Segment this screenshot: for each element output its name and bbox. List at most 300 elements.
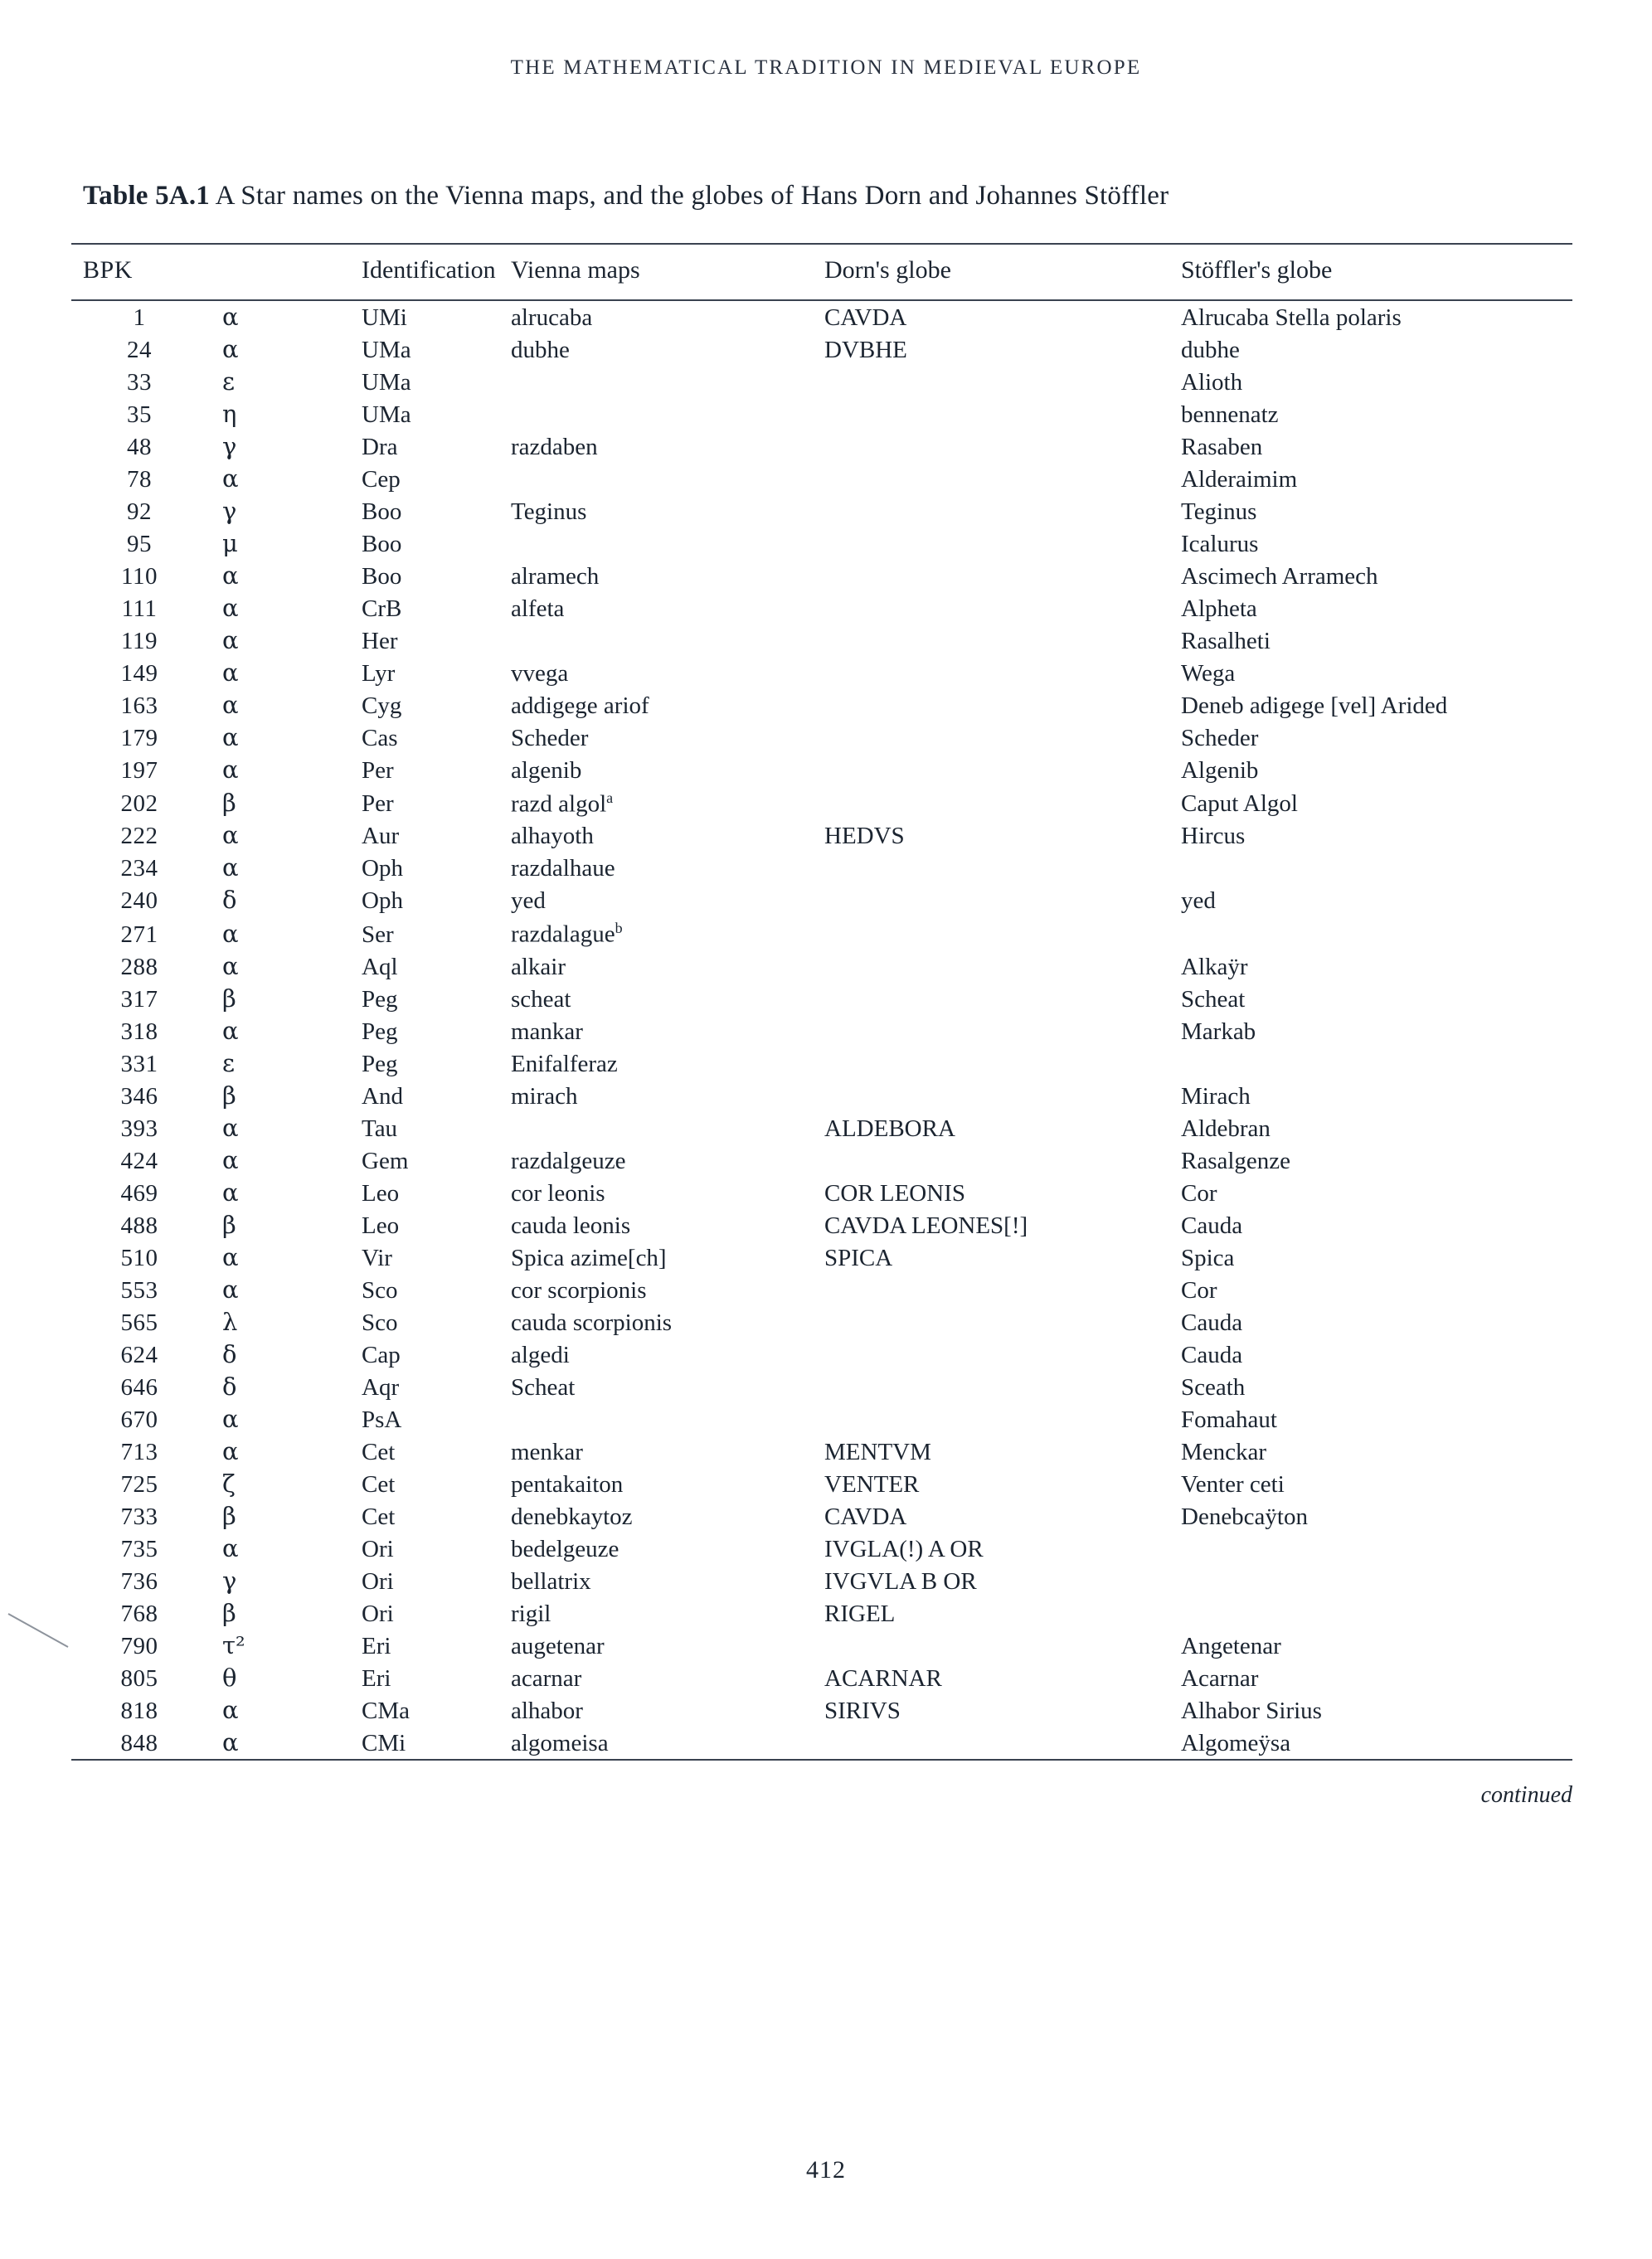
cell-greek-letter: α (222, 1275, 239, 1304)
cell-vienna-map-name: alrucaba (511, 304, 593, 331)
cell-greek-letter: α (222, 302, 239, 331)
cell-bpk: 725 (120, 1470, 158, 1498)
column-header-bpk: BPK (71, 244, 222, 300)
table-row (71, 917, 1572, 951)
table-row (71, 592, 1572, 624)
table-row (71, 1500, 1572, 1533)
cell-vienna-map-name: razdalgeuze (511, 1147, 626, 1174)
cell-bpk: 670 (120, 1406, 158, 1433)
cell-greek-letter: α (222, 690, 239, 719)
cell-identification: Sco (362, 1309, 398, 1336)
cell-identification: Boo (362, 498, 402, 525)
cell-stoffler-globe-name: Alrucaba Stella polaris (1181, 304, 1402, 331)
cell-stoffler-globe-name: Teginus (1181, 498, 1257, 525)
cell-stoffler-globe-name: Algomeÿsa (1181, 1729, 1291, 1756)
cell-vienna-map-name (511, 366, 824, 398)
cell-stoffler-globe-name (1181, 1047, 1572, 1080)
cell-identification: Leo (362, 1179, 400, 1207)
cell-identification: Ori (362, 1535, 394, 1562)
column-header-vienna-maps: Vienna maps (511, 244, 824, 300)
cell-identification: Eri (362, 1632, 391, 1659)
table-row (71, 657, 1572, 689)
cell-dorn-globe-name (824, 430, 1181, 463)
cell-greek-letter: λ (222, 1307, 238, 1336)
cell-vienna-map-name: razdalague$^b$ (511, 920, 623, 948)
table-row (71, 366, 1572, 398)
cell-stoffler-globe-name: Acarnar (1181, 1664, 1259, 1692)
cell-dorn-globe-name (824, 495, 1181, 527)
cell-identification: Oph (362, 887, 403, 915)
cell-greek-letter: α (222, 1727, 239, 1756)
cell-identification: Oph (362, 855, 403, 882)
table-row (71, 1694, 1572, 1727)
cell-vienna-map-name: alhayoth (511, 823, 594, 850)
cell-stoffler-globe-name (1181, 917, 1572, 951)
cell-dorn-globe-name: SPICA (824, 1244, 893, 1271)
cell-stoffler-globe-name: Deneb adigege [vel] Arided (1181, 692, 1448, 719)
cell-vienna-map-name: cauda scorpionis (511, 1309, 673, 1336)
cell-identification: Per (362, 756, 394, 784)
cell-vienna-map-name: rigil (511, 1600, 551, 1627)
cell-greek-letter: α (222, 1533, 239, 1562)
cell-bpk: 713 (120, 1438, 158, 1465)
cell-identification: Cap (362, 1341, 401, 1368)
cell-dorn-globe-name (824, 1306, 1181, 1338)
cell-dorn-globe-name (824, 366, 1181, 398)
table-row (71, 463, 1572, 495)
cell-bpk: 733 (120, 1503, 158, 1530)
table-row (71, 1597, 1572, 1630)
cell-greek-letter: α (222, 722, 239, 751)
cell-dorn-globe-name: CAVDA (824, 1503, 907, 1530)
cell-identification: Boo (362, 530, 402, 557)
table-row (71, 1468, 1572, 1500)
cell-dorn-globe-name (824, 560, 1181, 592)
cell-vienna-map-name: algenib (511, 756, 582, 784)
cell-vienna-map-name: yed (511, 887, 546, 915)
cell-stoffler-globe-name (1181, 853, 1572, 885)
cell-greek-letter: α (222, 919, 239, 948)
cell-identification: Her (362, 627, 398, 654)
cell-bpk: 119 (121, 627, 158, 654)
table-row (71, 1177, 1572, 1209)
table-row (71, 820, 1572, 853)
cell-identification: Cet (362, 1503, 396, 1530)
table-body (71, 300, 1572, 1759)
table-row (71, 1533, 1572, 1565)
cell-dorn-globe-name (824, 853, 1181, 885)
table-caption (83, 181, 1572, 211)
cell-dorn-globe-name (824, 1144, 1181, 1177)
table-row (71, 1209, 1572, 1241)
cell-bpk: 736 (120, 1567, 158, 1595)
cell-greek-letter: γ (222, 496, 237, 525)
table-row (71, 1727, 1572, 1759)
cell-identification: Ser (362, 921, 394, 948)
cell-vienna-map-name (511, 624, 824, 657)
cell-greek-letter: α (222, 1145, 239, 1174)
cell-greek-letter: δ (222, 1372, 237, 1401)
table-row (71, 689, 1572, 721)
cell-bpk: 1 (133, 304, 146, 331)
cell-vienna-map-name: razdalhaue (511, 855, 615, 882)
cell-dorn-globe-name (824, 592, 1181, 624)
cell-vienna-map-name: algomeisa (511, 1729, 609, 1756)
cell-vienna-map-name: cor scorpionis (511, 1276, 647, 1304)
cell-identification: Aqr (362, 1373, 400, 1401)
cell-vienna-map-name (511, 527, 824, 560)
cell-dorn-globe-name (824, 1727, 1181, 1759)
table-row (71, 721, 1572, 754)
cell-greek-letter: α (222, 1695, 239, 1724)
cell-stoffler-globe-name: Fomahaut (1181, 1406, 1277, 1433)
cell-identification: Lyr (362, 659, 396, 687)
cell-identification: Aql (362, 953, 398, 980)
cell-identification: Sco (362, 1276, 398, 1304)
cell-bpk: 469 (120, 1179, 158, 1207)
table-head (71, 244, 1572, 300)
cell-greek-letter: α (222, 334, 239, 363)
table-caption-text: A Star names on the Vienna maps, and the globes of Hans Dorn and Johannes Stöffler (215, 181, 1169, 211)
cell-greek-letter: β (222, 1081, 236, 1110)
cell-dorn-globe-name: COR LEONIS (824, 1179, 965, 1207)
table-row (71, 1565, 1572, 1597)
cell-bpk: 240 (120, 887, 158, 915)
cell-stoffler-globe-name: Ascimech Arramech (1181, 562, 1378, 590)
cell-dorn-globe-name: MENTVM (824, 1438, 931, 1465)
table-row (71, 786, 1572, 820)
cell-greek-letter: δ (222, 1339, 237, 1368)
cell-bpk: 234 (120, 855, 158, 882)
cell-greek-letter: μ (222, 528, 238, 557)
cell-identification: Boo (362, 562, 402, 590)
cell-greek-letter: δ (222, 886, 237, 915)
cell-greek-letter: η (222, 399, 237, 428)
cell-greek-letter: α (222, 464, 239, 493)
cell-dorn-globe-name (824, 1047, 1181, 1080)
cell-vienna-map-name: Enifalferaz (511, 1050, 618, 1077)
cell-stoffler-globe-name: Angetenar (1181, 1632, 1281, 1659)
cell-identification: Cep (362, 465, 401, 493)
cell-vienna-map-name: mirach (511, 1082, 578, 1110)
cell-greek-letter: τ² (222, 1630, 245, 1659)
table-row (71, 1338, 1572, 1371)
cell-bpk: 393 (120, 1115, 158, 1142)
cell-identification: UMa (362, 336, 411, 363)
table-row (71, 1662, 1572, 1694)
cell-bpk: 222 (120, 823, 158, 850)
cell-dorn-globe-name (824, 1630, 1181, 1662)
cell-greek-letter: β (222, 1210, 236, 1239)
cell-vienna-map-name: razd algol$^a$ (511, 789, 614, 818)
cell-greek-letter: α (222, 593, 239, 622)
cell-identification: Eri (362, 1664, 391, 1692)
cell-dorn-globe-name (824, 624, 1181, 657)
cell-dorn-globe-name (824, 1403, 1181, 1436)
table-header-row (71, 244, 1572, 300)
column-header-identification: Identification (362, 244, 511, 300)
cell-bpk: 179 (120, 724, 158, 751)
cell-stoffler-globe-name: Cauda (1181, 1309, 1243, 1336)
cell-vienna-map-name: acarnar (511, 1664, 582, 1692)
cell-identification: Cet (362, 1438, 396, 1465)
cell-dorn-globe-name: CAVDA (824, 304, 907, 331)
cell-dorn-globe-name (824, 689, 1181, 721)
cell-identification: Cyg (362, 692, 402, 719)
cell-stoffler-globe-name: Aldebran (1181, 1115, 1271, 1142)
continued-note: continued (1480, 1782, 1572, 1809)
cell-bpk: 735 (120, 1535, 158, 1562)
table-row (71, 1144, 1572, 1177)
cell-vienna-map-name: razdaben (511, 433, 598, 460)
cell-stoffler-globe-name: Spica (1181, 1244, 1235, 1271)
cell-stoffler-globe-name (1181, 1597, 1572, 1630)
cell-stoffler-globe-name: Sceath (1181, 1373, 1246, 1401)
cell-identification: Dra (362, 433, 398, 460)
cell-greek-letter: β (222, 1501, 236, 1530)
cell-dorn-globe-name: ACARNAR (824, 1664, 942, 1692)
table-row (71, 300, 1572, 333)
table-row (71, 1371, 1572, 1403)
cell-vienna-map-name: vvega (511, 659, 569, 687)
cell-bpk: 95 (127, 530, 152, 557)
cell-stoffler-globe-name (1181, 1565, 1572, 1597)
cell-identification: Peg (362, 1050, 398, 1077)
cell-bpk: 818 (120, 1697, 158, 1724)
cell-bpk: 790 (120, 1632, 158, 1659)
cell-bpk: 48 (127, 433, 152, 460)
cell-identification: Vir (362, 1244, 392, 1271)
table-row (71, 1241, 1572, 1274)
cell-stoffler-globe-name: Mirach (1181, 1082, 1251, 1110)
cell-dorn-globe-name: SIRIVS (824, 1697, 901, 1724)
cell-dorn-globe-name (824, 527, 1181, 560)
cell-stoffler-globe-name: Markab (1181, 1018, 1256, 1045)
table-bottom-rule (71, 1759, 1572, 1761)
cell-stoffler-globe-name: yed (1181, 887, 1216, 915)
cell-stoffler-globe-name: Menckar (1181, 1438, 1267, 1465)
table-row (71, 1306, 1572, 1338)
cell-greek-letter: α (222, 1242, 239, 1271)
cell-vienna-map-name: Spica azime[ch] (511, 1244, 667, 1271)
cell-vienna-map-name (511, 1112, 824, 1144)
cell-greek-letter: β (222, 984, 236, 1013)
cell-bpk: 110 (121, 562, 158, 590)
cell-bpk: 346 (120, 1082, 158, 1110)
cell-greek-letter: ε (222, 1048, 236, 1077)
cell-bpk: 624 (120, 1341, 158, 1368)
cell-greek-letter: γ (222, 431, 237, 460)
cell-identification: Cas (362, 724, 398, 751)
cell-vienna-map-name: cor leonis (511, 1179, 605, 1207)
cell-greek-letter: β (222, 1598, 236, 1627)
cell-vienna-map-name: addigege ariof (511, 692, 649, 719)
table-row (71, 1436, 1572, 1468)
table-row (71, 1403, 1572, 1436)
table-row (71, 754, 1572, 786)
cell-dorn-globe-name: IVGVLA B OR (824, 1567, 977, 1595)
cell-identification: Tau (362, 1115, 398, 1142)
star-names-table (71, 243, 1572, 1759)
column-header-dorns-globe: Dorn's globe (824, 244, 1181, 300)
stray-pencil-mark (7, 1612, 71, 1650)
cell-stoffler-globe-name: Rasalgenze (1181, 1147, 1291, 1174)
cell-stoffler-globe-name: Venter ceti (1181, 1470, 1285, 1498)
cell-stoffler-globe-name: Denebcaÿton (1181, 1503, 1308, 1530)
cell-vienna-map-name: dubhe (511, 336, 570, 363)
table-container (71, 243, 1572, 1759)
cell-identification: Peg (362, 1018, 398, 1045)
cell-identification: Cet (362, 1470, 396, 1498)
cell-bpk: 317 (120, 985, 158, 1013)
cell-greek-letter: α (222, 951, 239, 980)
cell-vienna-map-name: scheat (511, 985, 571, 1013)
cell-vienna-map-name: alhabor (511, 1697, 583, 1724)
cell-greek-letter: α (222, 1436, 239, 1465)
cell-greek-letter: α (222, 1016, 239, 1045)
cell-dorn-globe-name (824, 786, 1181, 820)
cell-stoffler-globe-name: bennenatz (1181, 401, 1279, 428)
table-row (71, 983, 1572, 1015)
column-header-greek (222, 244, 362, 300)
table-row (71, 430, 1572, 463)
cell-greek-letter: α (222, 1404, 239, 1433)
cell-greek-letter: α (222, 1178, 239, 1207)
cell-stoffler-globe-name: Alkaÿr (1181, 953, 1248, 980)
cell-vienna-map-name: cauda leonis (511, 1212, 631, 1239)
cell-identification: CMi (362, 1729, 406, 1756)
cell-stoffler-globe-name: Alhabor Sirius (1181, 1697, 1322, 1724)
cell-stoffler-globe-name: Cauda (1181, 1341, 1243, 1368)
cell-identification: UMa (362, 368, 411, 396)
cell-stoffler-globe-name: Alderaimim (1181, 465, 1298, 493)
cell-identification: CMa (362, 1697, 410, 1724)
cell-dorn-globe-name: HEDVS (824, 823, 905, 850)
cell-greek-letter: ζ (222, 1469, 236, 1498)
cell-vienna-map-name: bellatrix (511, 1567, 591, 1595)
cell-bpk: 288 (120, 953, 158, 980)
cell-bpk: 646 (120, 1373, 158, 1401)
cell-stoffler-globe-name: dubhe (1181, 336, 1240, 363)
cell-bpk: 111 (121, 595, 158, 622)
cell-vienna-map-name (511, 1403, 824, 1436)
table-row (71, 1630, 1572, 1662)
cell-greek-letter: θ (222, 1663, 237, 1692)
cell-identification: And (362, 1082, 403, 1110)
table-row (71, 950, 1572, 983)
table-row (71, 527, 1572, 560)
cell-bpk: 271 (120, 921, 158, 948)
cell-greek-letter: α (222, 755, 239, 784)
cell-identification: CrB (362, 595, 402, 622)
page-number: 412 (806, 2156, 846, 2184)
cell-identification: UMa (362, 401, 411, 428)
cell-identification: UMi (362, 304, 407, 331)
cell-bpk: 510 (120, 1244, 158, 1271)
cell-bpk: 78 (127, 465, 152, 493)
cell-dorn-globe-name (824, 950, 1181, 983)
cell-greek-letter: α (222, 853, 239, 882)
cell-bpk: 33 (127, 368, 152, 396)
cell-dorn-globe-name (824, 885, 1181, 917)
cell-stoffler-globe-name: Alioth (1181, 368, 1243, 396)
cell-vienna-map-name: menkar (511, 1438, 583, 1465)
cell-identification: Gem (362, 1147, 409, 1174)
cell-greek-letter: α (222, 625, 239, 654)
table-row (71, 1015, 1572, 1047)
cell-stoffler-globe-name (1181, 1533, 1572, 1565)
cell-identification: Ori (362, 1567, 394, 1595)
cell-dorn-globe-name: RIGEL (824, 1600, 896, 1627)
cell-bpk: 331 (120, 1050, 158, 1077)
running-head: THE MATHEMATICAL TRADITION IN MEDIEVAL EUROPE (510, 56, 1142, 79)
cell-bpk: 768 (120, 1600, 158, 1627)
table-row (71, 624, 1572, 657)
cell-dorn-globe-name (824, 1338, 1181, 1371)
cell-vienna-map-name: alkair (511, 953, 566, 980)
cell-dorn-globe-name (824, 721, 1181, 754)
cell-stoffler-globe-name: Icalurus (1181, 530, 1259, 557)
cell-bpk: 565 (120, 1309, 158, 1336)
cell-greek-letter: ε (222, 367, 236, 396)
cell-identification: Per (362, 790, 394, 818)
cell-identification: PsA (362, 1406, 402, 1433)
cell-stoffler-globe-name: Hircus (1181, 823, 1246, 850)
cell-greek-letter: α (222, 658, 239, 687)
cell-stoffler-globe-name: Rasaben (1181, 433, 1263, 460)
table-row (71, 560, 1572, 592)
cell-bpk: 318 (120, 1018, 158, 1045)
cell-dorn-globe-name: IVGLA(!) A OR (824, 1535, 984, 1562)
table-row (71, 333, 1572, 366)
cell-stoffler-globe-name: Scheat (1181, 985, 1246, 1013)
cell-stoffler-globe-name: Cor (1181, 1276, 1217, 1304)
table-row (71, 885, 1572, 917)
cell-vienna-map-name: denebkaytoz (511, 1503, 633, 1530)
table-number: Table 5A.1 (83, 181, 210, 211)
cell-bpk: 24 (127, 336, 152, 363)
cell-dorn-globe-name (824, 917, 1181, 951)
cell-vienna-map-name: mankar (511, 1018, 583, 1045)
cell-vienna-map-name: Teginus (511, 498, 587, 525)
cell-bpk: 202 (120, 790, 158, 818)
table-row (71, 1047, 1572, 1080)
cell-vienna-map-name: Scheat (511, 1373, 576, 1401)
cell-vienna-map-name: algedi (511, 1341, 570, 1368)
cell-stoffler-globe-name: Wega (1181, 659, 1236, 687)
cell-vienna-map-name (511, 463, 824, 495)
cell-vienna-map-name: pentakaiton (511, 1470, 624, 1498)
cell-stoffler-globe-name: Algenib (1181, 756, 1259, 784)
cell-identification: Ori (362, 1600, 394, 1627)
cell-dorn-globe-name (824, 1274, 1181, 1306)
cell-vienna-map-name: Scheder (511, 724, 589, 751)
cell-stoffler-globe-name: Cauda (1181, 1212, 1243, 1239)
cell-dorn-globe-name: VENTER (824, 1470, 920, 1498)
cell-dorn-globe-name (824, 754, 1181, 786)
cell-stoffler-globe-name: Alpheta (1181, 595, 1257, 622)
table-row (71, 1112, 1572, 1144)
cell-bpk: 424 (120, 1147, 158, 1174)
column-header-stofflers-globe: Stöffler's globe (1181, 244, 1572, 300)
cell-greek-letter: α (222, 561, 239, 590)
table-row (71, 495, 1572, 527)
cell-vienna-map-name (511, 398, 824, 430)
table-row (71, 398, 1572, 430)
cell-bpk: 488 (120, 1212, 158, 1239)
cell-vienna-map-name: alfeta (511, 595, 565, 622)
cell-greek-letter: α (222, 821, 239, 850)
